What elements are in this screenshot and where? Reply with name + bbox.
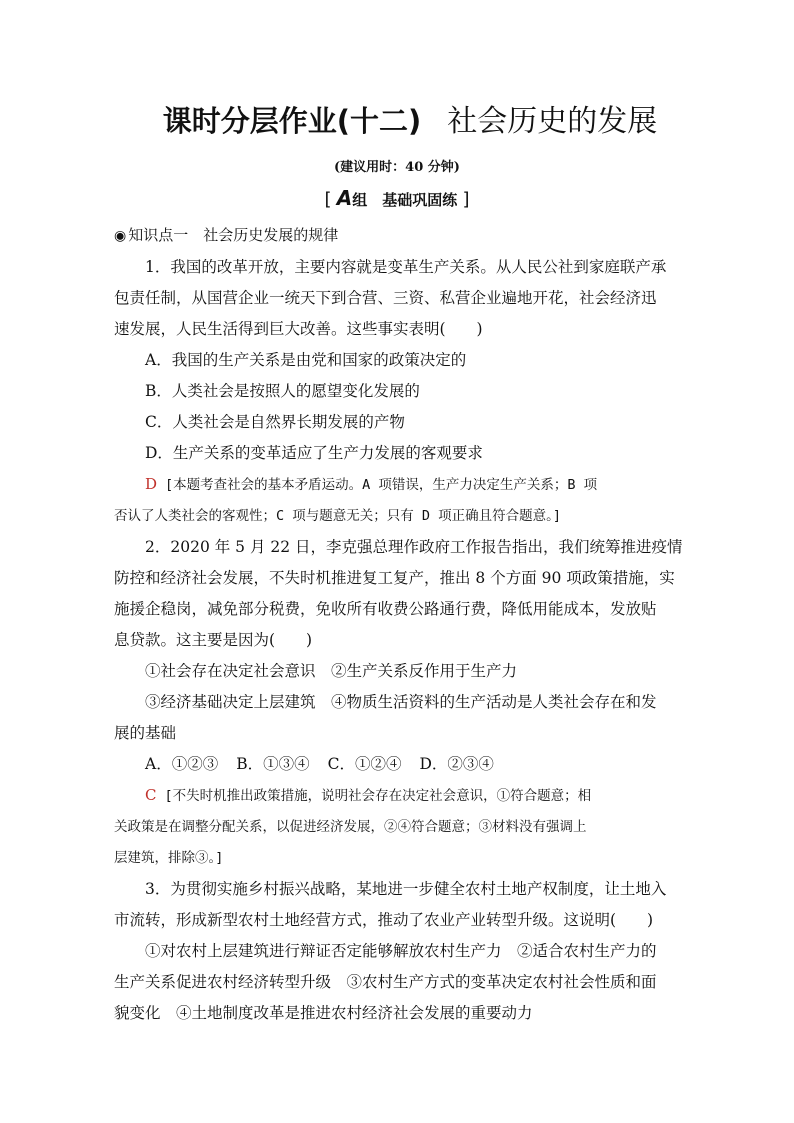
question-2 xyxy=(114,532,682,874)
answer-explanation xyxy=(114,780,682,812)
option-d: D．生产关系的变革适应了生产力发展的客观要求 xyxy=(145,444,483,462)
option-a: A．①②③ xyxy=(145,755,219,773)
answer-explanation xyxy=(114,469,682,501)
group-letter: A xyxy=(336,186,353,210)
statement-line: 生产关系促进农村经济转型升级 ③农村生产方式的变革决定农村社会性质和面 xyxy=(114,973,657,991)
bullet-icon: ◉ xyxy=(114,228,127,244)
title-subject: 社会历史的发展 xyxy=(447,104,658,139)
statement-line: ③经济基础决定上层建筑 ④物质生活资料的生产活动是人类社会存在和发 xyxy=(145,693,657,711)
answer-key: D xyxy=(145,475,158,493)
explain-line: 层建筑，排除③。] xyxy=(114,850,224,866)
answer-key: C xyxy=(145,786,157,804)
question-line: 防控和经济社会发展，不失时机推进复工复产，推出 8 个方面 90 项政策措施，实 xyxy=(114,569,675,587)
question-line: 包责任制，从国营企业一统天下到合营、三资、私营企业遍地开花，社会经济迅 xyxy=(114,289,657,307)
question-line: 3．为贯彻实施乡村振兴战略，某地进一步健全农村土地产权制度，让土地入 xyxy=(145,880,667,898)
options-row xyxy=(114,749,682,780)
question-line: 1．我国的改革开放，主要内容就是变革生产关系。从人民公社到家庭联产承 xyxy=(145,258,667,276)
question-line: 息贷款。这主要是因为( ) xyxy=(114,631,313,649)
explain-line: [本题考查社会的基本矛盾运动。A 项错误，生产力决定生产关系；B 项 xyxy=(165,477,598,493)
question-3 xyxy=(114,874,682,1029)
option-b: B．①③④ xyxy=(236,755,310,773)
statement-line: ①对农村上层建筑进行辩证否定能够解放农村生产力 ②适合农村生产力的 xyxy=(145,942,657,960)
group-label: 组 基础巩固练 xyxy=(352,191,458,209)
question-1 xyxy=(114,252,682,532)
explain-line: 关政策是在调整分配关系，以促进经济发展，②④符合题意；③材料没有强调上 xyxy=(114,819,587,835)
explain-line: [不失时机推出政策措施，说明社会存在决定社会意识，①符合题意；相 xyxy=(164,788,592,804)
title-main: 课时分层作业(十二) xyxy=(162,104,422,138)
option-a: A．我国的生产关系是由党和国家的政策决定的 xyxy=(145,351,467,369)
question-line: 速发展，人民生活得到巨大改善。这些事实表明( ) xyxy=(114,320,483,338)
statement-line: ①社会存在决定社会意识 ②生产关系反作用于生产力 xyxy=(145,662,518,680)
option-b: B．人类社会是按照人的愿望变化发展的 xyxy=(145,382,420,400)
time-hint: (建议用时：40 分钟) xyxy=(334,160,460,175)
page-title xyxy=(110,96,710,140)
question-line: 2．2020 年 5 月 22 日，李克强总理作政府工作报告指出，我们统筹推进疫情 xyxy=(145,538,683,556)
group-bracket-left: [ xyxy=(324,189,332,210)
group-heading xyxy=(0,186,794,210)
statement-line: 貌变化 ④土地制度改革是推进农村经济社会发展的重要动力 xyxy=(114,1004,533,1022)
knowledge-point-text: 知识点一 社会历史发展的规律 xyxy=(128,226,339,244)
group-bracket-right: ] xyxy=(462,189,470,210)
option-d: D．②③④ xyxy=(419,755,494,773)
exercise-body xyxy=(114,220,682,1029)
explain-line: 否认了人类社会的客观性；C 项与题意无关；只有 D 项正确且符合题意。] xyxy=(114,508,562,524)
statement-line: 展的基础 xyxy=(114,724,177,742)
option-c: C．人类社会是自然界长期发展的产物 xyxy=(145,413,405,431)
question-line: 市流转，形成新型农村土地经营方式，推动了农业产业转型升级。这说明( ) xyxy=(114,911,654,929)
knowledge-point xyxy=(114,220,682,252)
question-line: 施援企稳岗，减免部分税费，免收所有收费公路通行费，降低用能成本，发放贴 xyxy=(114,600,657,618)
option-c: C．①②④ xyxy=(327,755,402,773)
